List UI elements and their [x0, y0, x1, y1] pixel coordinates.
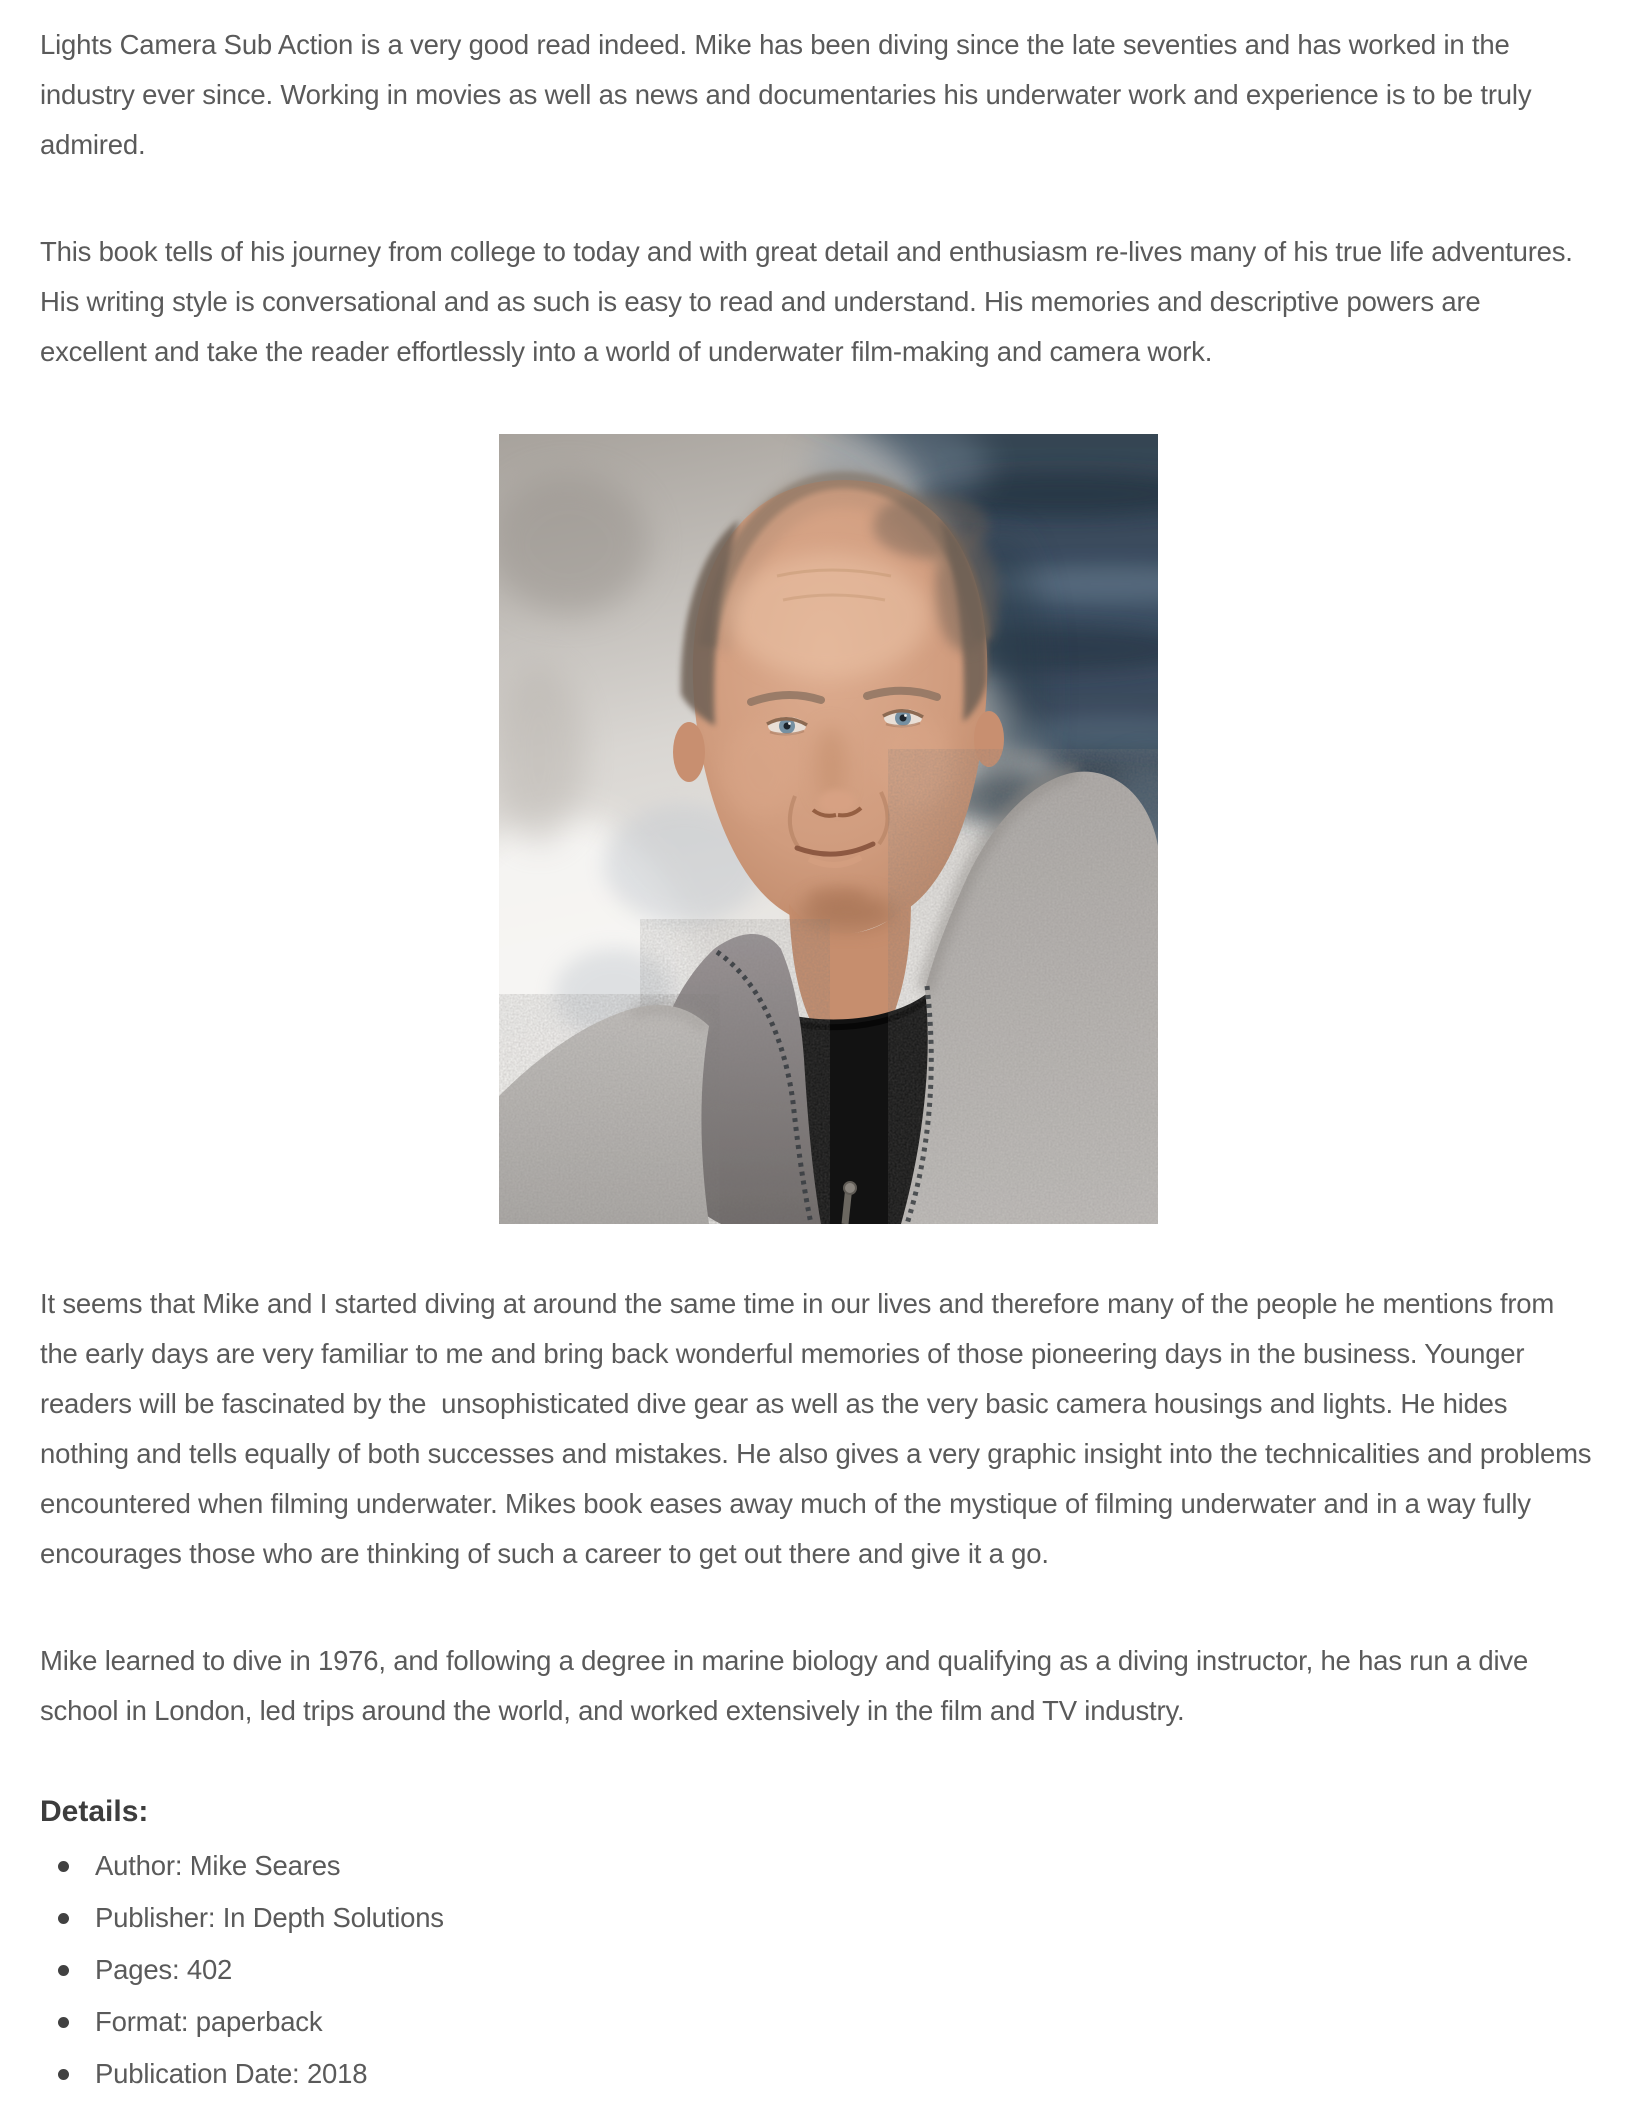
list-item-pages — [58, 1945, 1592, 1995]
list-item-publication-date — [58, 2049, 1592, 2099]
photo-neck — [789, 895, 911, 1022]
bullet-icon — [58, 1965, 69, 1976]
list-item-format — [58, 1997, 1592, 2047]
bullet-icon — [58, 2017, 69, 2028]
paragraph-2: This book tells of his journey from college to today and with great detail and enthusiasm re-lives many of his true life adventures. His writing style is conversational and as such is easy to read and understand. His memories and descriptive powers are excellent and take the reader effortlessly into a world of underwater film-making and camera work. — [40, 236, 1581, 367]
paragraph-4: Mike learned to dive in 1976, and following a degree in marine biology and qualifying as a diving instructor, he has run a dive school in London, led trips around the world, and worked extensively in the film and TV industry. — [40, 1645, 1536, 1726]
bullet-icon — [58, 1913, 69, 1924]
list-item-publisher — [58, 1893, 1592, 1943]
bullet-icon — [58, 2069, 69, 2080]
list-item-text: Publication Date: 2018 — [95, 2058, 368, 2089]
paragraph-3: It seems that Mike and I started diving at around the same time in our lives and therefore many of the people he mentions from the early days are very familiar to me and bring back wonderful memories of those pioneering days in the business. Younger readers will be fascinated by the unsophisticated dive gear as well as the very basic camera housings and lights. He hides nothing and tells equally of both successes and mistakes. He also gives a very graphic insight into the technicalities and problems encountered when filming underwater. Mikes book eases away much of the mystique of filming underwater and in a way fully encourages those who are thinking of such a career to get out there and give it a go. — [40, 1288, 1599, 1569]
bullet-icon — [58, 1861, 69, 1872]
list-item-text: Publisher: In Depth Solutions — [95, 1902, 444, 1933]
list-item-text: Pages: 402 — [95, 1954, 233, 1985]
paragraph-1: Lights Camera Sub Action is a very good read indeed. Mike has been diving since the late seventies and has worked in the industry ever since. Working in movies as well as news and documentaries his underwater work and experience is to be truly admired. — [40, 29, 1539, 160]
list-item-text: Format: paperback — [95, 2006, 323, 2037]
author-portrait-photo — [499, 434, 1158, 1224]
list-item-text: Author: Mike Seares — [95, 1850, 341, 1881]
list-item-author — [58, 1841, 1592, 1891]
details-heading: Details: — [40, 1795, 149, 1828]
details-list — [58, 1841, 1592, 2099]
